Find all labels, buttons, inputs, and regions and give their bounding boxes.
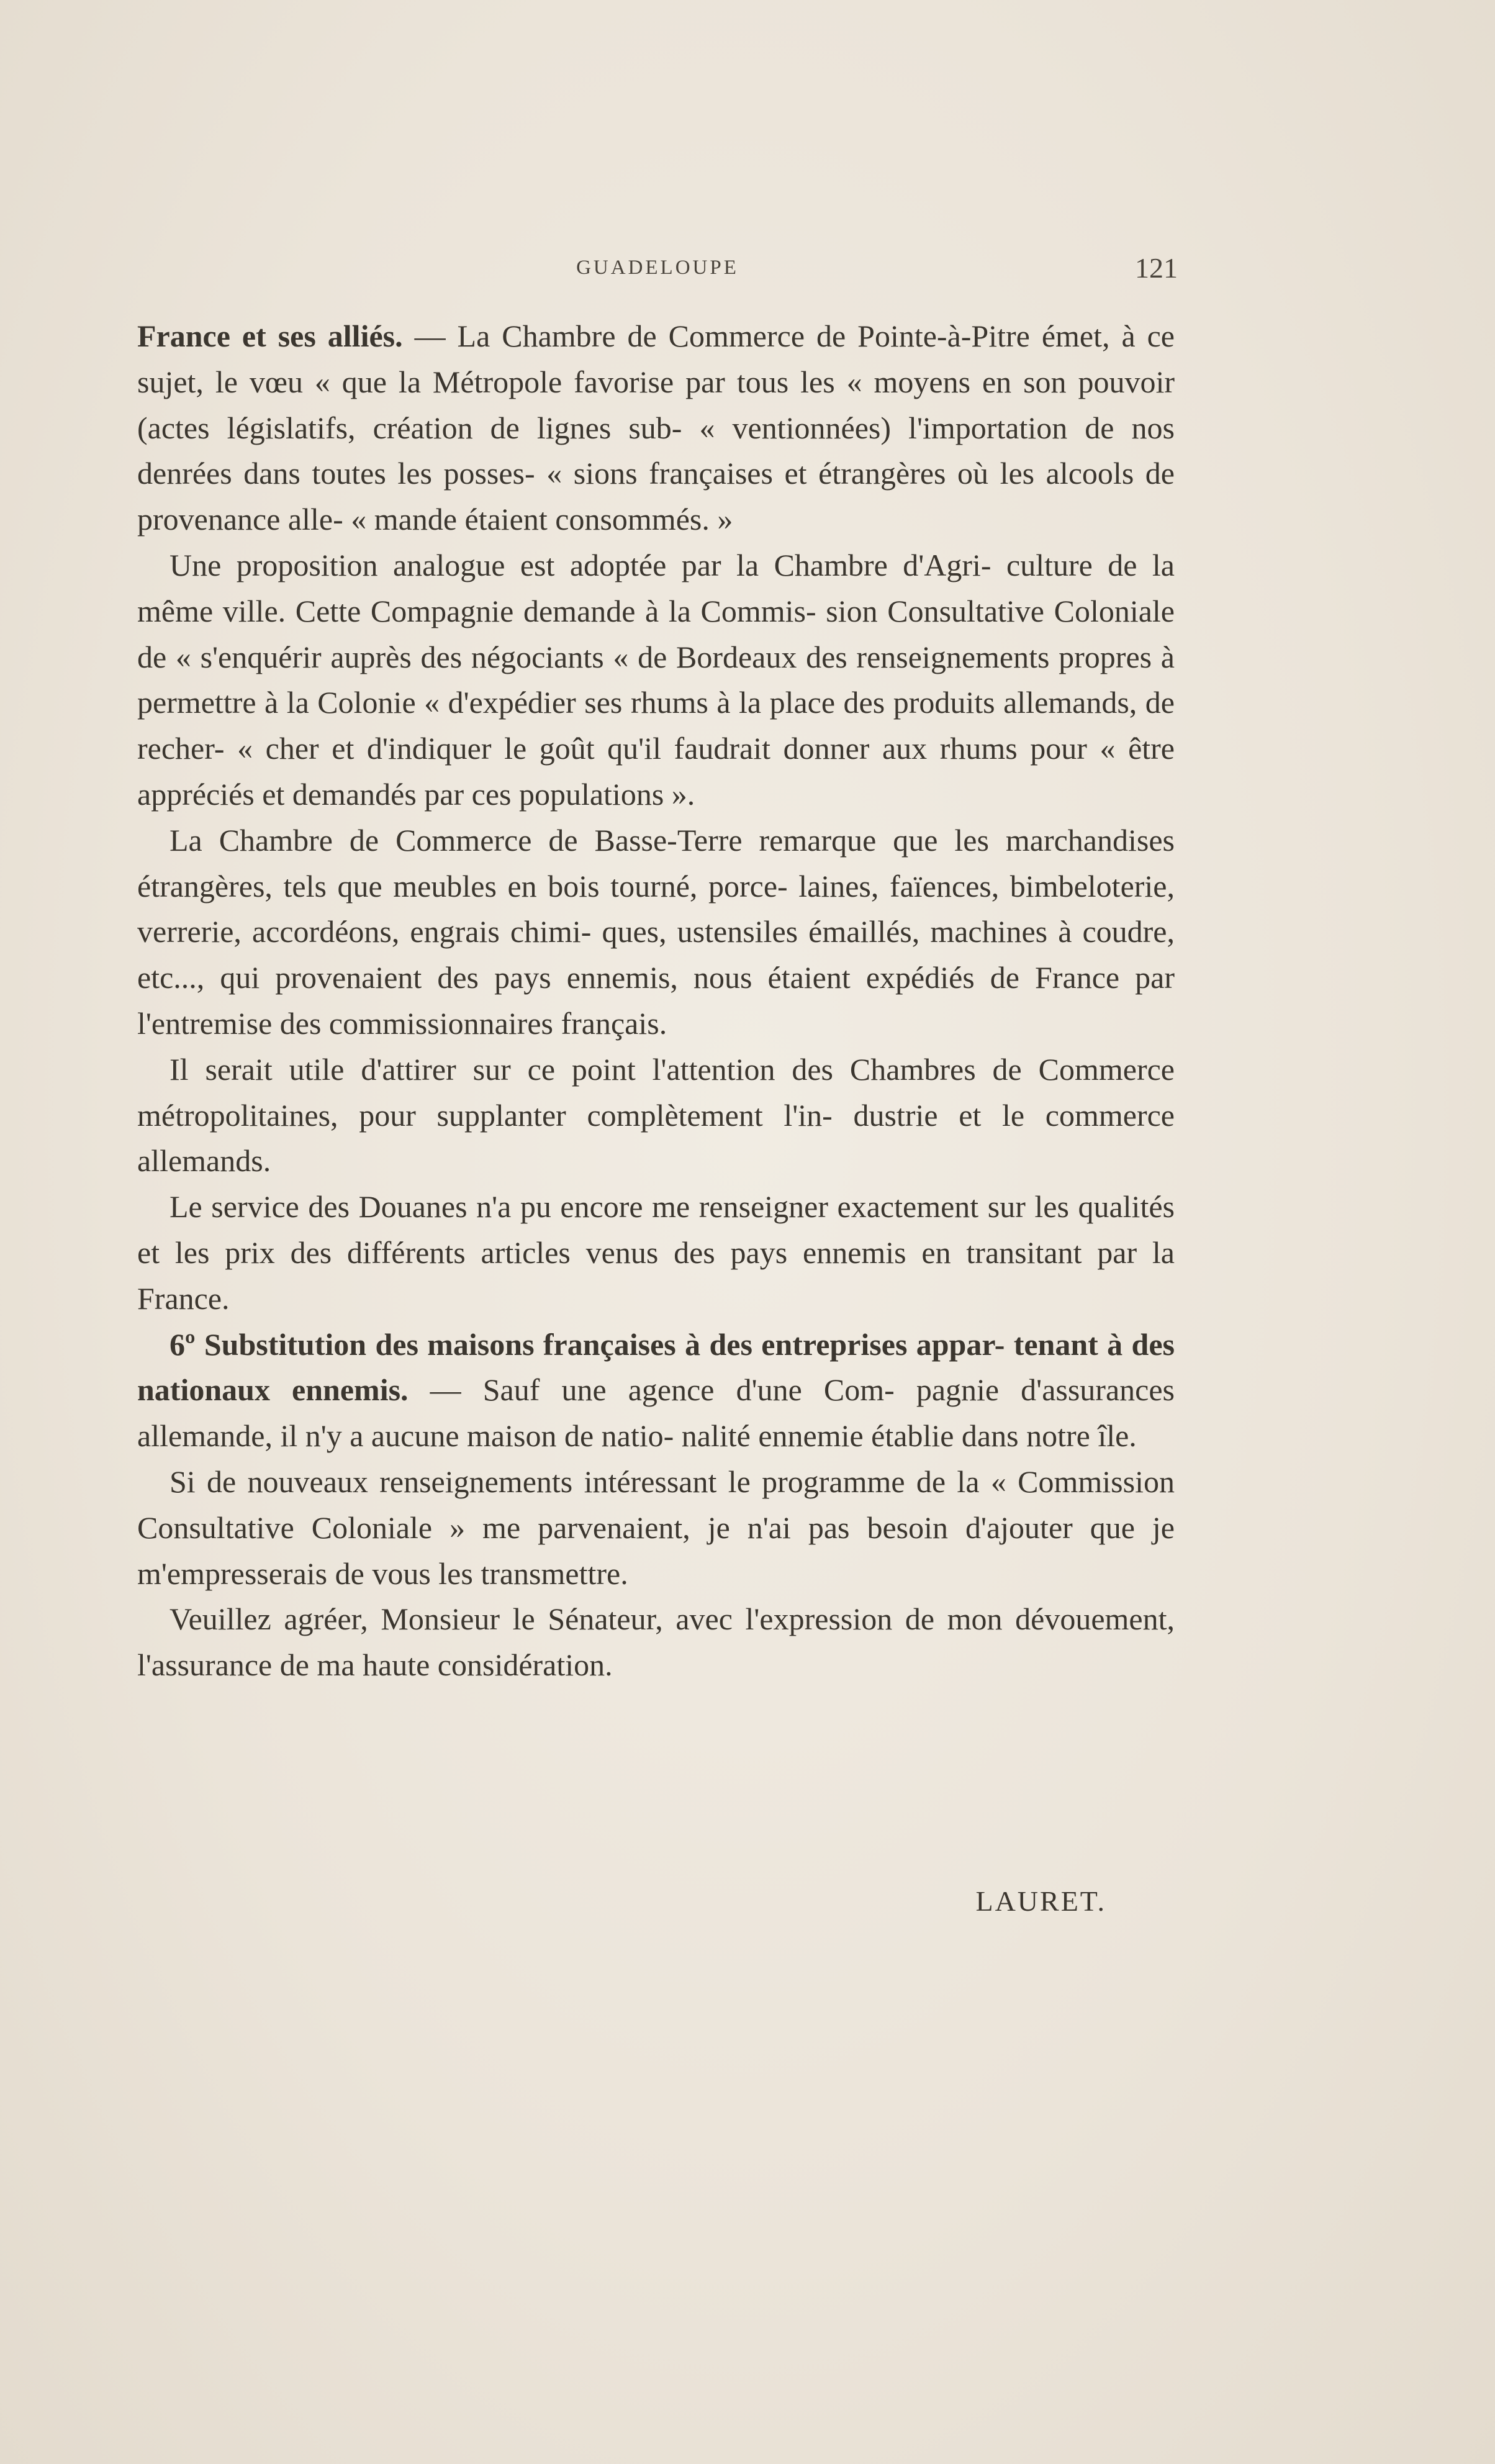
paragraph-6-text: — Sauf une agence d'une Com- pagnie d'assurances allemande, il n'y a aucune maison de natio- nalité ennemie établie dans notre île.: [137, 1372, 1175, 1454]
signature: LAURET.: [975, 1885, 1106, 1917]
paragraph-6: [137, 1322, 1175, 1459]
page-number: 121: [1135, 252, 1178, 284]
paragraph-8: Veuillez agréer, Monsieur le Sénateur, avec l'expression de mon dévouement, l'assurance de ma haute considération.: [137, 1601, 1175, 1683]
body-text: [137, 314, 1175, 1688]
paragraph-1-text: — La Chambre de Commerce de Pointe-à-Pitre émet, à ce sujet, le vœu « que la Métropole favorise par tous les « moyens en son pouvoir (actes législatifs, création de lignes sub- « ventionnées) l'importation de nos denrées dans toutes les posses- « sions françaises et étrangères où les alcools de provenance alle- « mande étaient consommés. »: [137, 319, 1175, 537]
paragraph-1-lead: France et ses alliés.: [137, 319, 403, 353]
paragraph-5: Le service des Douanes n'a pu encore me renseigner exactement sur les qualités et les prix des différents articles venus des pays ennemis en transitant par la France.: [137, 1189, 1175, 1316]
paragraph-1: [137, 314, 1175, 543]
running-title: GUADELOUPE: [576, 256, 739, 279]
paragraph-2: Une proposition analogue est adoptée par la Chambre d'Agri- culture de la même ville. Cette Compagnie demande à la Commis- sion Consultative Coloniale de « s'enquérir auprès des négociants « de Bordeaux des renseignements propres à permettre à la Colonie « d'expédier ses rhums à la place des produits allemands, de recher- « cher et d'indiquer le goût qu'il faudrait donner aux rhums pour « être appréciés et demandés par ces populations ».: [137, 547, 1175, 812]
page-header: [137, 251, 1178, 289]
paragraph-3: La Chambre de Commerce de Basse-Terre remarque que les marchandises étrangères, tels que meubles en bois tourné, porce- laines, faïences, bimbeloterie, verrerie, accordéons, engrais chimi- ques, ustensiles émaillés, machines à coudre, etc..., qui provenaient des pays ennemis, nous étaient expédiés de France par l'entremise des commissionnaires français.: [137, 822, 1175, 1041]
paragraph-4: Il serait utile d'attirer sur ce point l'attention des Chambres de Commerce métropolitaines, pour supplanter complètement l'in- dustrie et le commerce allemands.: [137, 1051, 1175, 1179]
paragraph-6-lead: 6º Substitution des maisons françaises à des entreprises appar- tenant à des nationaux ennemis.: [137, 1326, 1175, 1408]
paragraph-7: Si de nouveaux renseignements intéressant le programme de la « Commission Consultative Coloniale » me parvenaient, je n'ai pas besoin d'ajouter que je m'empresserais de vous les transmettre.: [137, 1464, 1175, 1591]
